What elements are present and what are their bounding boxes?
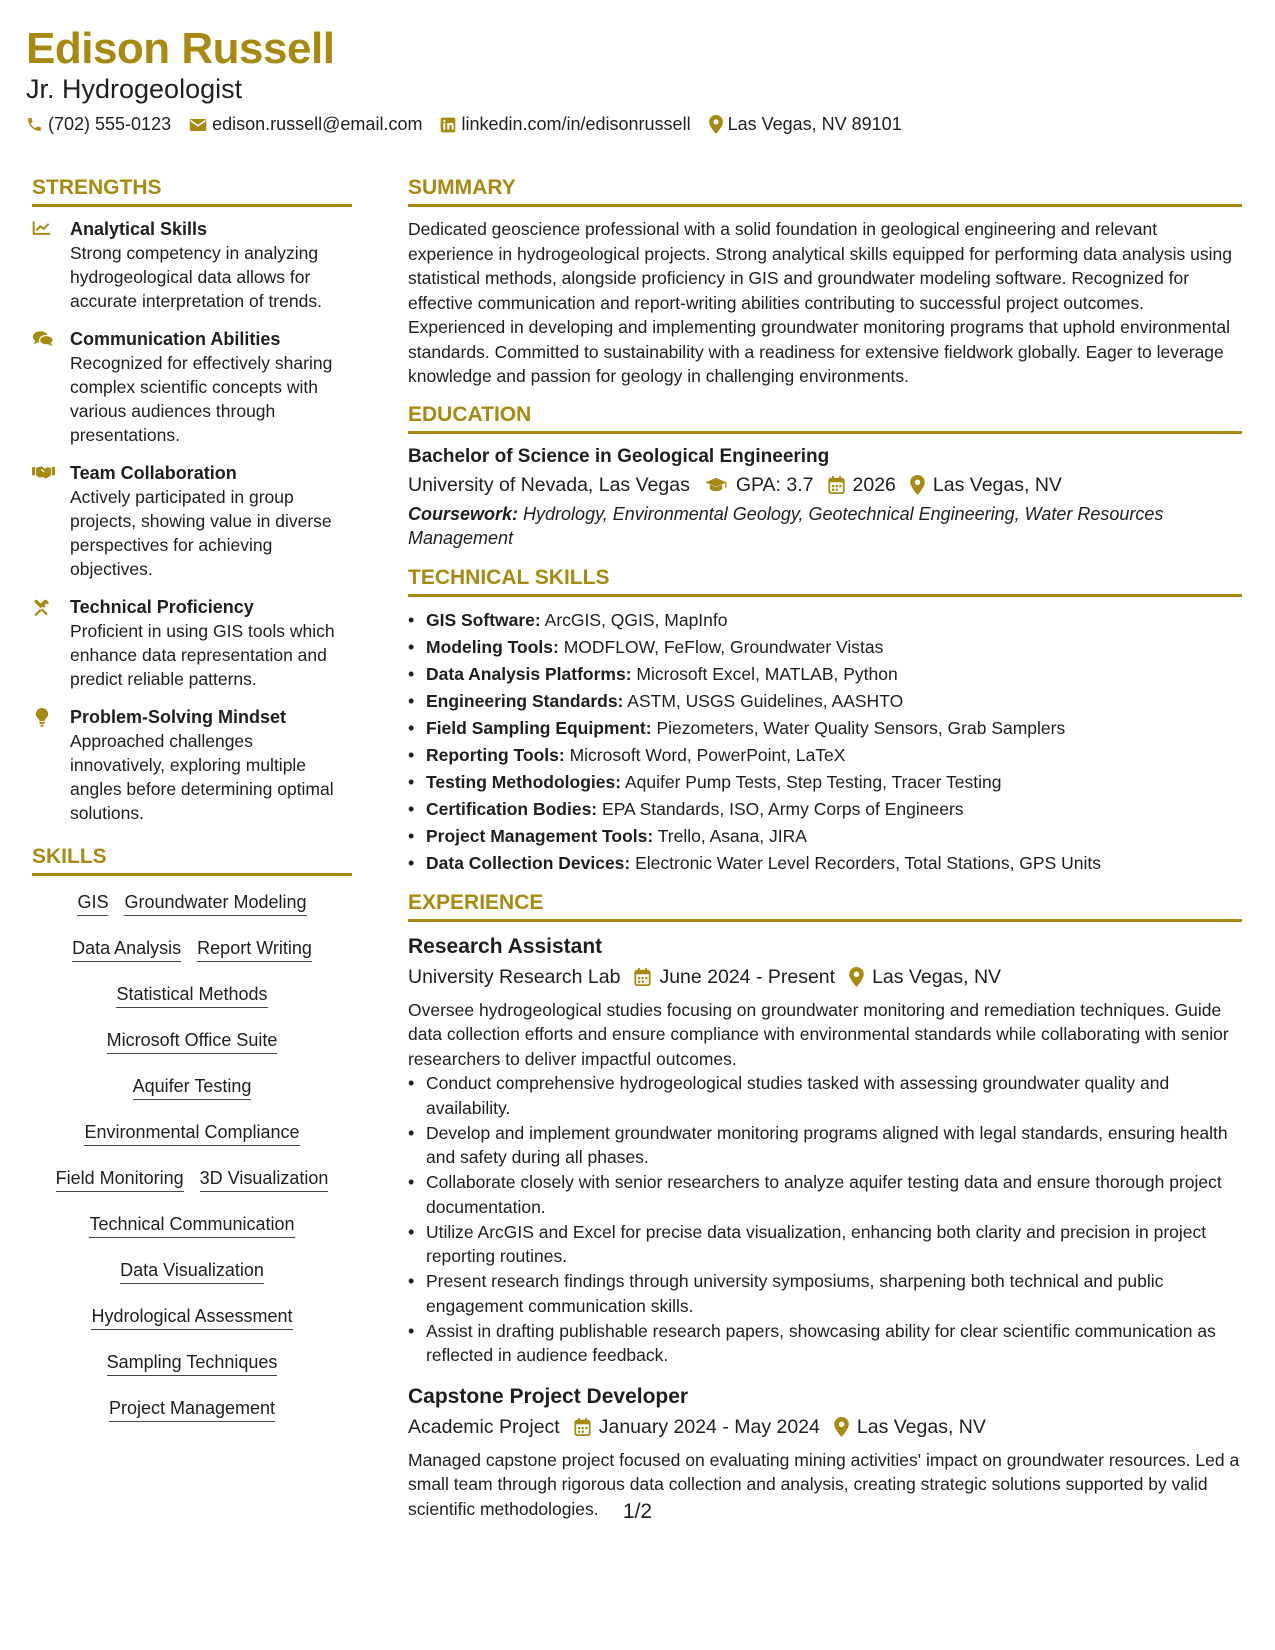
job-dates: January 2024 - May 2024 (598, 1415, 820, 1438)
list-item: • Present research findings through university symposiums, sharpening both technical and public engagement communication skills. (408, 1269, 1242, 1318)
skill-tag: Microsoft Office Suite (107, 1030, 278, 1054)
tech-label: Project Management Tools: (426, 825, 654, 846)
list-item (408, 688, 1242, 715)
coursework-text: Hydrology, Environmental Geology, Geotechnical Engineering, Water Resources Management (408, 503, 1164, 548)
phone-icon (26, 116, 43, 133)
tech-value: EPA Standards, ISO, Army Corps of Engineers (602, 798, 964, 819)
map-marker-icon (834, 1417, 849, 1437)
tech-label: Modeling Tools: (426, 636, 559, 657)
job-location-item (849, 962, 1001, 992)
map-marker-icon (910, 475, 925, 495)
tech-value: Piezometers, Water Quality Sensors, Grab Samplers (656, 717, 1066, 738)
strength-title: Problem-Solving Mindset (70, 707, 287, 727)
summary-text: Dedicated geoscience professional with a solid foundation in geological engineering and relevant experience in hydrogeological projects. Strong analytical skills equipped for performing data analysis using statistical methods, alongside proficiency in GIS and groundwater modeling software. Recognized for effective communication and report-writing abilities contributing to successful project outcomes. Experienced in developing and implementing groundwater monitoring programs that uphold environmental standards. Committed to sustainability with a readiness for extensive fieldwork globally. Eager to leverage knowledge and passion for geology in challenging environments. (408, 219, 1232, 386)
list-item (408, 661, 1242, 688)
handshake-icon (32, 464, 55, 480)
email-text: edison.russell@email.com (212, 114, 423, 134)
skill-tag: Data Analysis (72, 938, 181, 962)
map-marker-icon (849, 967, 864, 987)
list-item (408, 607, 1242, 634)
strength-desc: Strong competency in analyzing hydrogeological data allows for accurate interpretation of trends. (70, 243, 322, 311)
candidate-name: Edison Russell (26, 24, 335, 73)
strength-desc: Approached challenges innovatively, exploring multiple angles before determining optimal solutions. (70, 731, 334, 823)
experience-heading: EXPERIENCE (408, 891, 1242, 922)
gpa-text: GPA: 3.7 (735, 473, 814, 496)
skill-tag: Data Visualization (120, 1260, 264, 1284)
tech-value: ASTM, USGS Guidelines, AASHTO (627, 690, 904, 711)
strength-title: Team Collaboration (70, 463, 237, 483)
strength-title: Technical Proficiency (70, 597, 254, 617)
list-item (408, 769, 1242, 796)
envelope-icon (189, 117, 207, 133)
strength-desc: Recognized for effectively sharing complex scientific concepts with various audiences through presentations. (70, 353, 333, 445)
job-dates-item (634, 962, 835, 992)
job-meta (408, 1412, 1242, 1442)
job-meta (408, 962, 1242, 992)
tools-icon (32, 598, 51, 617)
gpa-item (704, 470, 814, 500)
tech-label: Reporting Tools: (426, 744, 565, 765)
strength-desc: Proficient in using GIS tools which enhance data representation and predict reliable patterns. (70, 621, 335, 689)
skill-tag: Hydrological Assessment (91, 1306, 292, 1330)
job-dates-item (574, 1412, 820, 1442)
contact-location (709, 114, 902, 135)
edu-location-item (910, 470, 1062, 500)
tech-value: ArcGIS, QGIS, MapInfo (544, 609, 728, 630)
list-item: • Collaborate closely with senior researchers to analyze aquifer testing data and ensure thorough project documentation. (408, 1170, 1242, 1219)
list-item: • Conduct comprehensive hydrogeological studies tasked with assessing groundwater quality and availability. (408, 1071, 1242, 1120)
tech-label: Field Sampling Equipment: (426, 717, 652, 738)
phone-text: (702) 555-0123 (48, 114, 172, 134)
strength-item (32, 461, 352, 581)
skill-tag: Project Management (109, 1398, 275, 1422)
skill-tag: Statistical Methods (116, 984, 267, 1008)
degree-title: Bachelor of Science in Geological Engineering (408, 445, 830, 467)
skill-tag: Field Monitoring (56, 1168, 184, 1192)
skill-tag: GIS (77, 892, 108, 916)
technical-skills-heading: TECHNICAL SKILLS (408, 566, 1242, 597)
summary-heading: SUMMARY (408, 176, 1242, 207)
skill-tag: 3D Visualization (200, 1168, 329, 1192)
coursework (408, 502, 1242, 550)
tech-value: Aquifer Pump Tests, Step Testing, Tracer Testing (625, 771, 1002, 792)
candidate-role: Jr. Hydrogeologist (26, 74, 243, 104)
strength-item (32, 327, 352, 447)
linkedin-text: linkedin.com/in/edisonrussell (461, 114, 691, 134)
year-item (828, 470, 896, 500)
job-org: University Research Lab (408, 965, 621, 988)
strength-item (32, 595, 352, 691)
tech-value: Microsoft Excel, MATLAB, Python (636, 663, 898, 684)
skill-tag: Report Writing (197, 938, 312, 962)
edu-location-text: Las Vegas, NV (932, 473, 1062, 496)
strength-title: Analytical Skills (70, 219, 208, 239)
contact-bar (26, 114, 920, 135)
job-location-item (834, 1412, 986, 1442)
coursework-label: Coursework: (408, 503, 519, 524)
technical-skills-list (408, 607, 1242, 877)
list-item (408, 823, 1242, 850)
right-column (408, 176, 1242, 1521)
job-location: Las Vegas, NV (856, 1415, 986, 1438)
comments-icon (32, 330, 54, 347)
skills-heading: SKILLS (32, 845, 352, 876)
linkedin-icon (440, 117, 456, 133)
calendar-icon (574, 1418, 591, 1436)
tech-label: GIS Software: (426, 609, 541, 630)
skill-tag: Groundwater Modeling (124, 892, 306, 916)
job-title: Research Assistant (408, 934, 603, 958)
tech-value: Trello, Asana, JIRA (657, 825, 807, 846)
strength-desc: Actively participated in group projects, showing value in diverse perspectives for achieving objectives. (70, 487, 332, 579)
skill-tag: Aquifer Testing (133, 1076, 252, 1100)
tech-value: Electronic Water Level Recorders, Total Stations, GPS Units (635, 852, 1101, 873)
job-bullets (408, 1071, 1242, 1368)
list-item: • Utilize ArcGIS and Excel for precise data visualization, enhancing both clarity and precision in project reporting routines. (408, 1220, 1242, 1269)
skills-list (32, 886, 352, 1444)
graduation-cap-icon (704, 477, 728, 493)
tech-label: Data Collection Devices: (426, 852, 631, 873)
job-entry (408, 932, 1242, 1368)
list-item: • Assist in drafting publishable research papers, showcasing ability for clear scientific communication as reflected in audience feedback. (408, 1319, 1242, 1368)
list-item (408, 634, 1242, 661)
tech-label: Certification Bodies: (426, 798, 598, 819)
contact-phone[interactable] (26, 114, 171, 135)
map-marker-icon (709, 115, 723, 134)
skill-tag: Technical Communication (89, 1214, 294, 1238)
job-title: Capstone Project Developer (408, 1384, 689, 1408)
school-name: University of Nevada, Las Vegas (408, 473, 690, 496)
job-dates: June 2024 - Present (659, 965, 836, 988)
strength-item (32, 217, 352, 313)
lightbulb-icon (35, 708, 49, 727)
chart-line-icon (32, 220, 52, 236)
page-number: 1/2 (622, 1500, 653, 1523)
list-item (408, 796, 1242, 823)
calendar-icon (828, 476, 845, 494)
skill-tag: Sampling Techniques (107, 1352, 278, 1376)
strength-title: Communication Abilities (70, 329, 281, 349)
tech-label: Data Analysis Platforms: (426, 663, 632, 684)
job-description: Oversee hydrogeological studies focusing on groundwater monitoring and remediation techniques. Guide data collection efforts and ensure compliance with environmental standards while collaborating with senior researchers to deliver impactful outcomes. (408, 999, 1229, 1069)
tech-value: MODFLOW, FeFlow, Groundwater Vistas (563, 636, 884, 657)
location-text: Las Vegas, NV 89101 (727, 114, 902, 134)
tech-label: Engineering Standards: (426, 690, 624, 711)
education-meta (408, 470, 1242, 500)
left-column (32, 176, 352, 1444)
contact-linkedin[interactable] (440, 114, 690, 135)
skill-tag: Environmental Compliance (84, 1122, 299, 1146)
job-description: Managed capstone project focused on evaluating mining activities' impact on groundwater resources. Led a small team through rigorous data collection and analysis, creating strategic solutions supported by valid scientific methodologies. (408, 1449, 1240, 1519)
list-item: • Develop and implement groundwater monitoring programs aligned with legal standards, ensuring health and safety during all phases. (408, 1121, 1242, 1170)
job-location: Las Vegas, NV (872, 965, 1002, 988)
list-item (408, 850, 1242, 877)
calendar-icon (634, 968, 651, 986)
year-text: 2026 (852, 473, 896, 496)
strength-item (32, 705, 352, 825)
list-item (408, 715, 1242, 742)
contact-email[interactable] (189, 114, 422, 135)
strengths-heading: STRENGTHS (32, 176, 352, 207)
job-org: Academic Project (408, 1415, 560, 1438)
list-item (408, 742, 1242, 769)
education-heading: EDUCATION (408, 403, 1242, 434)
tech-value: Microsoft Word, PowerPoint, LaTeX (569, 744, 846, 765)
tech-label: Testing Methodologies: (426, 771, 622, 792)
